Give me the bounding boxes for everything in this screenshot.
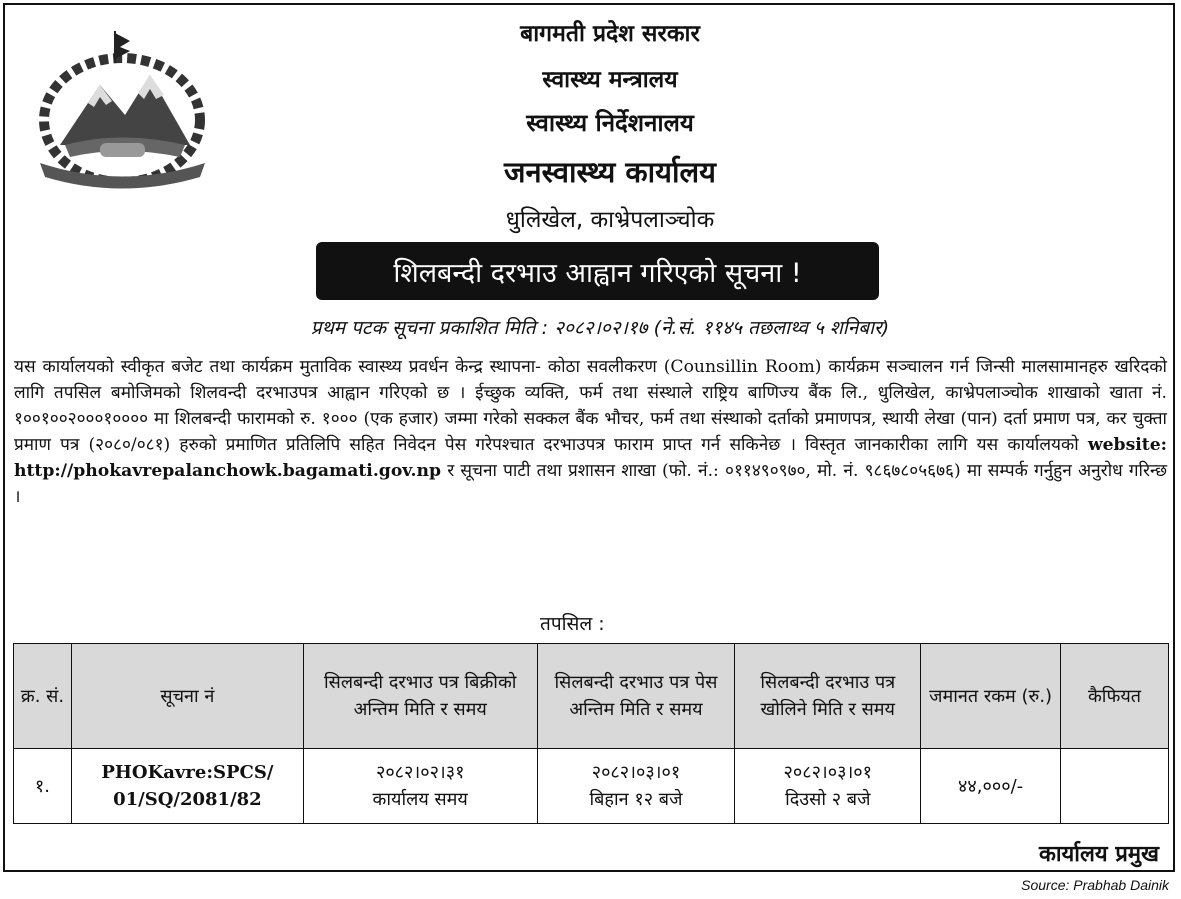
ministry-title: स्वास्थ्य मन्त्रालय <box>542 67 678 93</box>
contact-text: र सूचना पाटी तथा प्रशासन शाखा (फो. नं.: ०११४९०९७०, मो. नं. ९८६७८०५६७६) मा सम्पर्क गर्नुहुन अनुरोध गरिन्छ । <box>14 461 1167 507</box>
notice-title-banner <box>316 242 879 300</box>
sale-date: २०८२।०२।३१ <box>375 762 465 783</box>
sale-time: कार्यालय समय <box>372 789 468 810</box>
office-chief-signature: कार्यालय प्रमुख <box>1038 842 1159 867</box>
header-opening-date: सिलबन्दी दरभाउ पत्र खोलिने मिति र समय <box>735 644 921 749</box>
province-government-title: बागमती प्रदेश सरकार <box>520 21 700 47</box>
header-notice-number: सूचना नं <box>71 644 303 749</box>
cell-opening-date <box>735 749 921 824</box>
header-sale-deadline: सिलबन्दी दरभाउ पत्र बिक्रीको अन्तिम मिति र समय <box>303 644 537 749</box>
directorate-title: स्वास्थ्य निर्देशनालय <box>526 109 694 137</box>
notice-number-line2: 01/SQ/2081/82 <box>113 789 262 810</box>
cell-notice-number <box>71 749 303 824</box>
open-date: २०८२।०३।०१ <box>783 762 873 783</box>
published-date-line: प्रथम पटक सूचना प्रकाशित मिति : २०८२।०२।१७ (ने.सं. ११४५ तछलाथ्व ५ शनिबार) <box>310 317 890 339</box>
cell-serial: १. <box>14 749 72 824</box>
website-label: website: <box>1087 435 1168 455</box>
office-title: जनस्वास्थ्य कार्यालय <box>504 155 716 189</box>
table-row <box>14 749 1169 824</box>
notice-body <box>14 354 1167 510</box>
source-credit: Source: Prabhab Dainik <box>1021 877 1169 893</box>
header-deposit-amount: जमानत रकम (रु.) <box>921 644 1061 749</box>
notice-title: शिलबन्दी दरभाउ आह्वान गरिएको सूचना ! <box>393 257 802 289</box>
header-serial: क्र. सं. <box>14 644 72 749</box>
submit-time: बिहान १२ बजे <box>589 789 683 810</box>
cell-remarks <box>1061 749 1169 824</box>
notice-number-line1: PHOKavre:SPCS/ <box>101 762 274 783</box>
nepal-government-emblem-icon <box>30 25 215 190</box>
cell-deposit-amount: ४४,०००/- <box>921 749 1061 824</box>
tender-details-table <box>13 643 1169 824</box>
body-paragraph: यस कार्यालयको स्वीकृत बजेट तथा कार्यक्रम मुताविक स्वास्थ्य प्रवर्धन केन्द्र स्थापना- कोठा सवलीकरण (Counsillin Room) कार्यक्रम सञ्चालन गर्न जिन्सी मालसामानहरु खरिदको लागि तपसिल बमोजिमको शिलवन्दी दरभाउपत्र आह्वान गरिएको छ । ईच्छुक व्यक्ति, फर्म तथा संस्थाले राष्ट्रिय बाणिज्य बैंक लि., धुलिखेल, काभ्रेपलाञ्चोक शाखाको खाता नं. १००१००२०००१०००० मा शिलबन्दी फारामको रु. १००० (एक हजार) जम्मा गरेको सक्कल बैंक भौचर, फर्म तथा संस्थाको दर्ताको प्रमाणपत्र, स्थायी लेखा (पान) दर्ता प्रमाण पत्र, कर चुक्ता प्रमाण पत्र (२०८०/०८१) हरुको प्रमाणित प्रतिलिपि सहित निवेदन पेस गरेपश्चात दरभाउपत्र फाराम प्राप्त गर्न सकिनेछ । विस्तृत जानकारीका लागि यस कार्यालयको <box>14 357 1167 455</box>
website-link[interactable]: http://phokavrepalanchowk.bagamati.gov.np <box>14 461 442 481</box>
open-time: दिउसो २ बजे <box>785 789 871 810</box>
table-header-row <box>14 644 1169 749</box>
submit-date: २०८२।०३।०१ <box>591 762 681 783</box>
header-remarks: कैफियत <box>1061 644 1169 749</box>
cell-submission-deadline <box>537 749 735 824</box>
office-location: धुलिखेल, काभ्रेपलाञ्चोक <box>505 207 715 233</box>
cell-sale-deadline <box>303 749 537 824</box>
header-submission-deadline: सिलबन्दी दरभाउ पत्र पेस अन्तिम मिति र समय <box>537 644 735 749</box>
details-label: तपसिल : <box>540 613 605 635</box>
